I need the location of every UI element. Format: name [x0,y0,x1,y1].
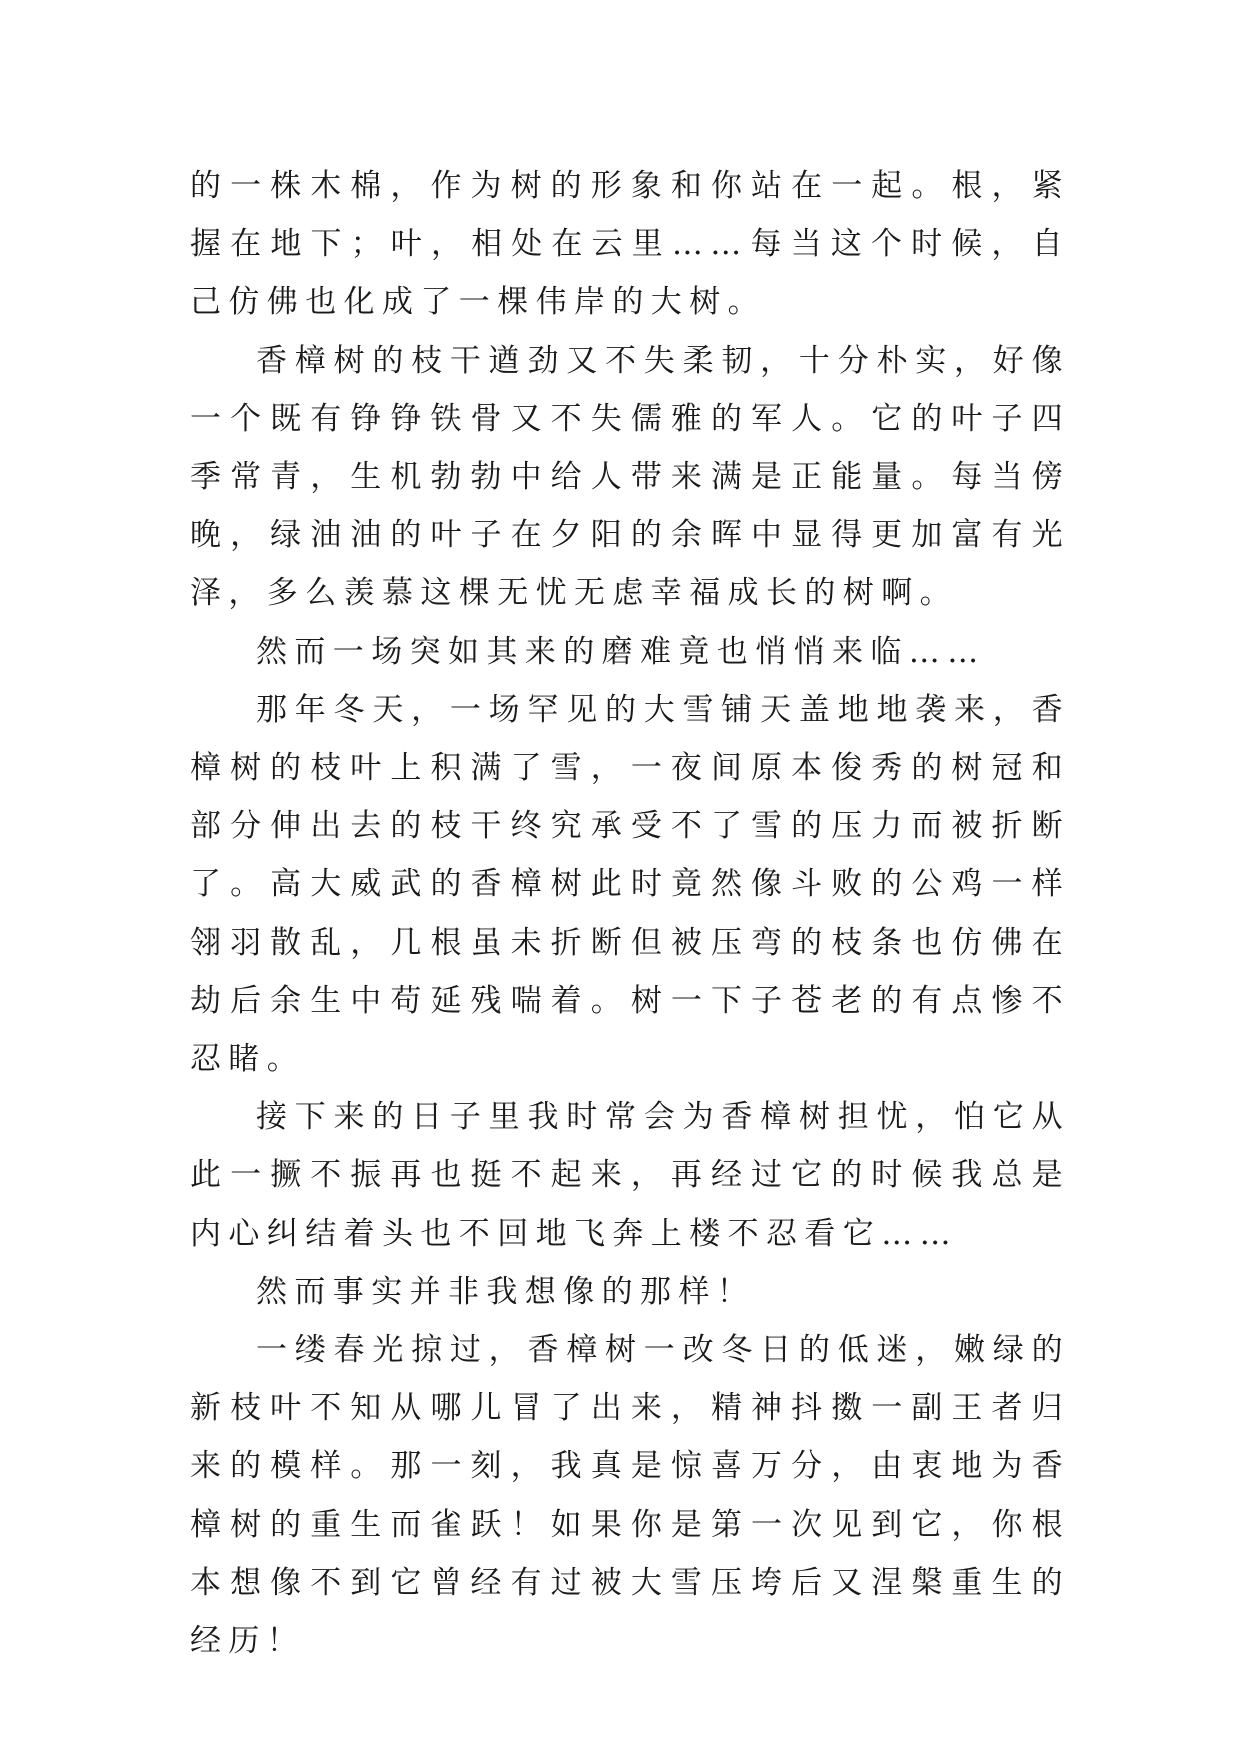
paragraph-7: 一缕春光掠过，香樟树一改冬日的低迷，嫩绿的新枝叶不知从哪儿冒了出来，精神抖擞一副王者归来的模样。那一刻，我真是惊喜万分，由衷地为香樟树的重生而雀跃！如果你是第一次见到它，你根本想像不到它曾经有过被大雪压垮后又涅槃重生的经历！ [190,1332,1070,1660]
paragraph-4: 那年冬天，一场罕见的大雪铺天盖地地袭来，香樟树的枝叶上积满了雪，一夜间原本俊秀的树冠和部分伸出去的枝干终究承受不了雪的压力而被折断了。高大威武的香樟树此时竟然像斗败的公鸡一样翎羽散乱，几根虽未折断但被压弯的枝条也仿佛在劫后余生中苟延残喘着。树一下子苍老的有点惨不忍睹。 [190,691,1070,1078]
paragraph-2: 香樟树的枝干遒劲又不失柔韧，十分朴实，好像一个既有铮铮铁骨又不失儒雅的军人。它的叶子四季常青，生机勃勃中给人带来满是正能量。每当傍晚，绿油油的叶子在夕阳的余晖中显得更加富有光泽，多么羡慕这棵无忧无虑幸福成长的树啊。 [190,342,1070,612]
paragraph-6: 然而事实并非我想像的那样！ [256,1273,756,1310]
paragraph-5: 接下来的日子里我时常会为香樟树担忧，怕它从此一撅不振再也挺不起来，再经过它的时候我总是内心纠结着头也不回地飞奔上楼不忍看它…… [190,1099,1070,1252]
paragraph-1: 的一株木棉，作为树的形象和你站在一起。根，紧握在地下；叶，相处在云里……每当这个时候，自己仿佛也化成了一棵伟岸的大树。 [190,168,1070,321]
essay-body [190,157,1070,1670]
paragraph-3: 然而一场突如其来的磨难竟也悄悄来临…… [256,633,986,670]
